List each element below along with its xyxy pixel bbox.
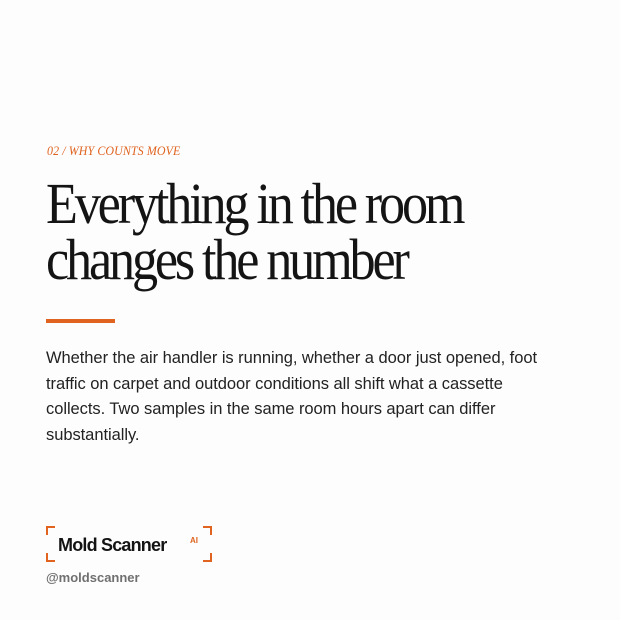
section-kicker: 02 / WHY COUNTS MOVE <box>47 143 181 158</box>
page-title <box>46 171 514 292</box>
brand-name: Mold Scanner <box>58 535 167 555</box>
logo-corner-bottom-left <box>46 553 55 562</box>
brand-logo <box>46 526 212 562</box>
logo-corner-bottom-right <box>203 553 212 562</box>
social-handle: @moldscanner <box>46 570 140 585</box>
headline-line-1: Everything in the room <box>46 171 463 236</box>
logo-corner-top-left <box>46 526 55 535</box>
body-paragraph: Whether the air handler is running, whether a door just opened, foot traffic on carpet and outdoor conditions all shift what a cassette collects. Two samples in the same room hours apart can differ substantially. <box>46 349 537 445</box>
logo-corner-top-right <box>203 526 212 535</box>
brand-suffix: AI <box>190 536 198 545</box>
accent-divider <box>46 319 115 323</box>
headline-line-2: changes the number <box>46 227 407 292</box>
